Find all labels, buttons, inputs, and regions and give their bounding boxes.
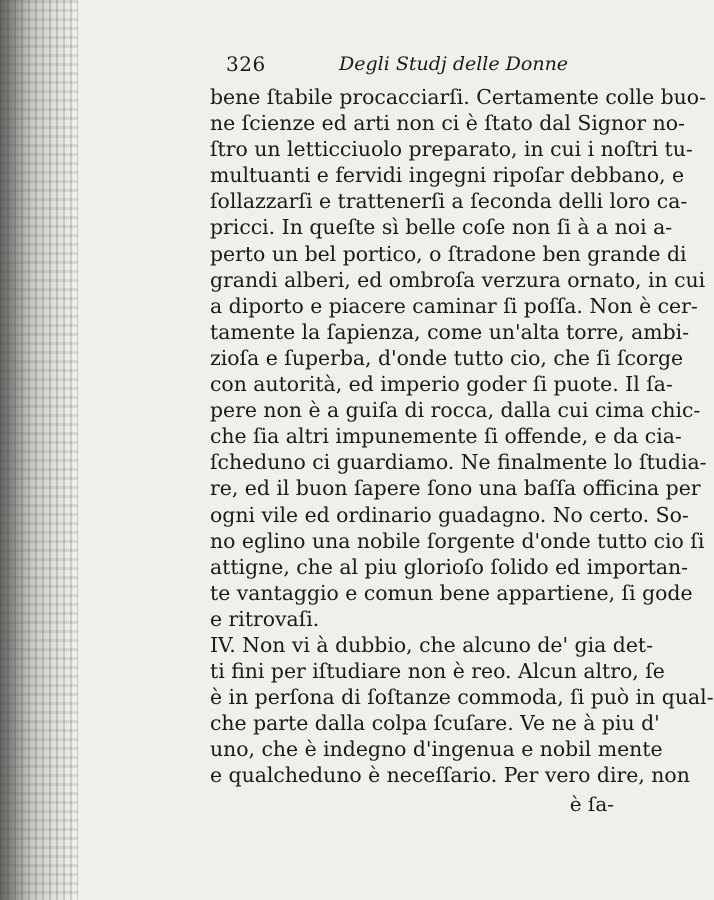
catchword: è ſa- [569,791,614,816]
text-line: zioſa e ſuperba, d'onde tutto cio, che ſi ſcorge [210,345,684,370]
text-line: ne ſcienze ed arti non ci è ſtato dal Signor no- [210,111,685,136]
text-line: ſtro un letticciuolo preparato, in cui i noſtri tu- [210,137,693,162]
text-line: tamente la ſapienza, come un'alta torre, ambi- [210,319,690,344]
text-line: che ſia altri impunemente ſi offende, e da cia- [210,424,682,449]
text-line: uno, che è indegno d'ingenua e nobil mente [210,737,663,762]
text-line: ogni vile ed ordinario guadagno. No certo. So- [210,502,689,527]
text-line: te vantaggio e comun bene appartiene, ſi gode [210,580,693,605]
text-line: multuanti e fervidi ingegni ripoſar debbano, e [210,163,685,188]
text-line: bene ſtabile procacciarſi. Certamente colle buo- [210,85,706,109]
page-number: 326 [226,52,266,76]
gutter-shadow [0,0,30,900]
text-line: grandi alberi, ed ombroſa verzura ornato, in cui [210,267,706,292]
text-line: ti fini per iſtudiare non è reo. Alcun altro, ſe [210,659,665,684]
running-title: Degli Studj delle Donne [339,53,569,75]
text-line: re, ed il buon ſapere ſono una baſſa officina per [210,476,701,501]
text-line: che parte dalla colpa ſcuſare. Ve ne à piu d' [210,711,660,736]
text-line: ſollazzarſi e trattenerſi a ſeconda delli loro ca- [210,189,688,214]
text-line: pricci. In queſte sì belle coſe non ſi à a noi a- [210,215,673,240]
body-text [210,84,714,789]
text-line: perto un bel portico, o ſtradone ben grande di [210,241,687,266]
text-line: no eglino una nobile ſorgente d'onde tutto cio ſi [210,528,705,553]
text-line: è in perſona di ſoſtanze commoda, ſi può in qual- [210,685,714,710]
text-line: attigne, che al piu glorioſo ſolido ed importan- [210,554,689,579]
text-line: IV. Non vi à dubbio, che alcuno de' gia det- [210,632,653,657]
text-line: a diporto e piacere caminar ſi poſſa. Non è cer- [210,293,698,318]
page-header [226,52,640,84]
text-line: pere non è a guiſa di rocca, dalla cui cima chic- [210,398,701,423]
text-line: e qualcheduno è neceſſario. Per vero dire, non [210,763,690,788]
book-page [210,52,714,817]
text-line: ſcheduno ci guardiamo. Ne finalmente lo ſtudia- [210,450,707,475]
text-line: e ritrovaſi. [210,606,320,631]
text-line: con autorità, ed imperio goder ſi puote. Il ſa- [210,372,673,397]
